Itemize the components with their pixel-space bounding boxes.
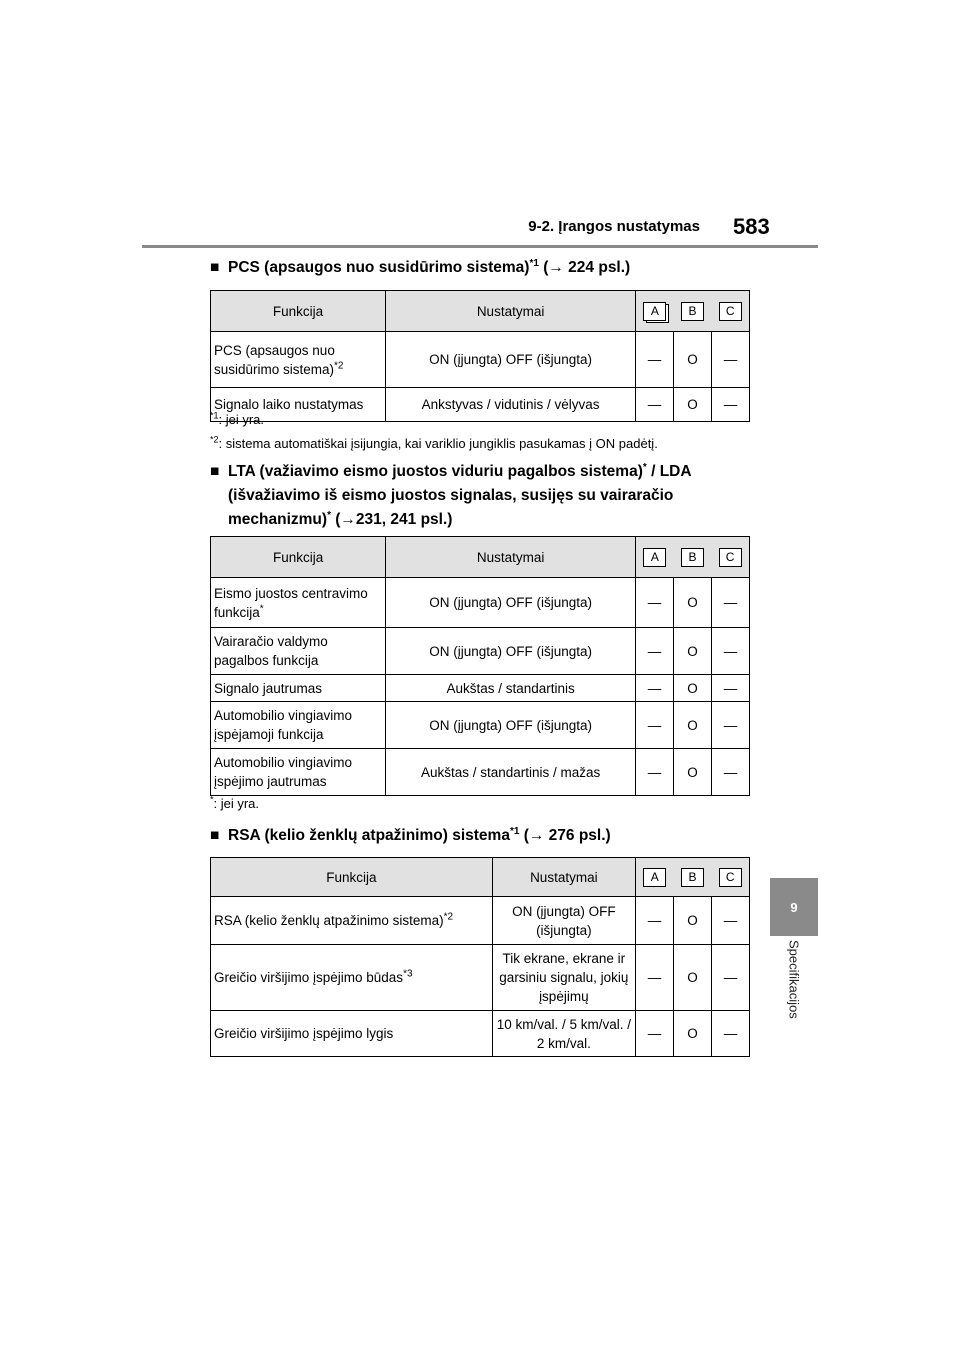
page-reference-link[interactable]: (→ 224 psl.) <box>538 259 631 276</box>
setting-cell: 10 km/val. / 5 km/val. / 2 km/val. <box>492 1011 635 1057</box>
chapter-tab-label-text: Specifikacijos <box>786 940 802 1019</box>
square-bullet-icon: ■ <box>210 259 220 276</box>
footnote-mark: * <box>210 794 214 805</box>
mark-a: — <box>636 332 674 388</box>
function-text: Eismo juostos centravimo funkcija <box>214 585 368 620</box>
title-footnote-mark: *1 <box>529 257 539 269</box>
mark-c: — <box>711 1011 749 1057</box>
section-heading-rsa <box>210 824 748 848</box>
page-reference-link[interactable]: (→ 276 psl.) <box>519 827 611 844</box>
table-row <box>211 628 750 675</box>
mark-c: — <box>711 332 749 388</box>
mark-a: — <box>636 388 674 422</box>
mark-b: O <box>674 388 712 422</box>
header-funkcija: Funkcija <box>211 858 493 897</box>
function-cell: Automobilio vingiavimo įspėjamoji funkcija <box>211 702 386 749</box>
footnote-2 <box>210 436 658 451</box>
title-footnote-mark: * <box>327 509 331 521</box>
table-row <box>211 897 750 945</box>
function-text: RSA (kelio ženklų atpažinimo sistema) <box>214 913 444 928</box>
mark-a: — <box>636 749 674 796</box>
table-row <box>211 945 750 1011</box>
table-row <box>211 675 750 702</box>
letter-b-box: B <box>681 868 704 887</box>
section-heading-pcs <box>210 256 748 280</box>
letter-b-box: B <box>681 302 704 321</box>
chapter-tab-label <box>770 940 818 1050</box>
footnote-1 <box>210 796 259 811</box>
header-rule <box>142 245 818 248</box>
letter-a-box: A <box>643 302 666 321</box>
page-reference-link[interactable]: (→231, 241 psl.) <box>330 511 453 528</box>
page-number: 583 <box>733 214 770 239</box>
footnote-1 <box>210 412 264 427</box>
square-bullet-icon: ■ <box>210 827 220 844</box>
footnote-mark: *2 <box>210 434 219 445</box>
footnote-mark: *3 <box>403 968 413 980</box>
mark-b: O <box>674 628 712 675</box>
mark-b: O <box>674 749 712 796</box>
header-nustatymai: Nustatymai <box>492 858 635 897</box>
letter-c-box: C <box>719 302 742 321</box>
letter-c-box: C <box>719 868 742 887</box>
header-nustatymai: Nustatymai <box>386 291 636 332</box>
setting-cell: Tik ekrane, ekrane ir garsiniu signalu, jokių įspėjimų <box>492 945 635 1011</box>
setting-cell: ON (įjungta) OFF (išjungta) <box>386 332 636 388</box>
mark-a: — <box>636 578 674 628</box>
mark-a: — <box>635 897 673 945</box>
settings-table-rsa <box>210 857 750 1057</box>
table-row <box>211 578 750 628</box>
mark-c: — <box>711 628 749 675</box>
chapter-title: 9-2. Įrangos nustatymas <box>528 218 700 235</box>
header-nustatymai: Nustatymai <box>386 537 636 578</box>
title-text: LTA (važiavimo eismo juostos viduriu pagalbos sistema) <box>228 463 643 480</box>
mark-c: — <box>711 945 749 1011</box>
function-text: Greičio viršijimo įspėjimo būdas <box>214 970 404 985</box>
footnote-mark: * <box>259 603 264 614</box>
function-cell <box>211 897 493 945</box>
table-row <box>211 1011 750 1057</box>
title-text: PCS (apsaugos nuo susidūrimo sistema) <box>228 259 530 276</box>
setting-cell: ON (įjungta) OFF (išjungta) <box>386 628 636 675</box>
footnote-mark: *2 <box>334 360 344 371</box>
table-header-row <box>211 291 750 332</box>
footnote-text: : jei yra. <box>218 412 265 427</box>
title-text: / LDA (išvažiavimo iš eismo juostos signalas, susijęs su vairaračio mechanizmu) <box>228 463 691 528</box>
mark-b: O <box>674 945 712 1011</box>
setting-cell: ON (įjungta) OFF (išjungta) <box>386 578 636 628</box>
mark-c: — <box>711 702 749 749</box>
mark-a: — <box>636 628 674 675</box>
mark-b: O <box>674 1011 712 1057</box>
square-bullet-icon: ■ <box>210 463 220 480</box>
setting-cell: Aukštas / standartinis <box>386 675 636 702</box>
function-cell: Signalo laiko nustatymas <box>211 388 386 422</box>
title-text: RSA (kelio ženklų atpažinimo) sistema <box>228 827 510 844</box>
footnote-mark: *1 <box>210 410 219 421</box>
setting-cell: ON (įjungta) OFF (išjungta) <box>492 897 635 945</box>
mark-c: — <box>711 578 749 628</box>
letter-a-box: A <box>643 548 666 567</box>
header-abc <box>636 537 750 578</box>
mark-b: O <box>674 578 712 628</box>
footnote-text: : sistema automatiškai įsijungia, kai variklio jungiklis pasukamas į ON padėtį. <box>218 436 658 451</box>
function-cell: Signalo jautrumas <box>211 675 386 702</box>
function-cell: Automobilio vingiavimo įspėjimo jautrumas <box>211 749 386 796</box>
settings-table-lta-lda <box>210 536 750 796</box>
mark-b: O <box>674 675 712 702</box>
mark-c: — <box>711 388 749 422</box>
function-cell: Vairaračio valdymo pagalbos funkcija <box>211 628 386 675</box>
header-funkcija: Funkcija <box>211 537 386 578</box>
mark-c: — <box>711 675 749 702</box>
title-footnote-mark: * <box>642 461 647 473</box>
setting-cell: ON (įjungta) OFF (išjungta) <box>386 702 636 749</box>
footnote-mark: *2 <box>443 911 454 923</box>
setting-cell: Aukštas / standartinis / mažas <box>386 749 636 796</box>
letter-a-box: A <box>643 868 666 887</box>
mark-b: O <box>674 332 712 388</box>
table-header-row <box>211 858 750 897</box>
section-heading-lta-lda <box>210 460 748 532</box>
title-footnote-mark: *1 <box>509 825 520 837</box>
page-header <box>0 0 960 250</box>
table-row <box>211 332 750 388</box>
mark-c: — <box>711 897 749 945</box>
header-funkcija: Funkcija <box>211 291 386 332</box>
function-text: PCS (apsaugos nuo susidūrimo sistema) <box>214 342 335 377</box>
mark-a: — <box>635 945 673 1011</box>
letter-b-box: B <box>681 548 704 567</box>
table-row <box>211 702 750 749</box>
section-title <box>210 824 748 848</box>
header-abc <box>636 291 750 332</box>
mark-b: O <box>674 702 712 749</box>
section-title <box>210 460 748 532</box>
function-cell <box>211 945 493 1011</box>
letter-c-box: C <box>719 548 742 567</box>
setting-cell: Ankstyvas / vidutinis / vėlyvas <box>386 388 636 422</box>
function-cell <box>211 332 386 388</box>
section-title <box>210 256 748 280</box>
table-row <box>211 749 750 796</box>
mark-a: — <box>636 675 674 702</box>
table-header-row <box>211 537 750 578</box>
table-row <box>211 388 750 422</box>
header-abc <box>635 858 749 897</box>
footnote-text: : jei yra. <box>213 796 260 811</box>
mark-b: O <box>674 897 712 945</box>
function-cell: Greičio viršijimo įspėjimo lygis <box>211 1011 493 1057</box>
settings-table-pcs <box>210 290 750 422</box>
mark-a: — <box>635 1011 673 1057</box>
chapter-tab[interactable]: 9 <box>770 878 818 936</box>
mark-a: — <box>636 702 674 749</box>
function-cell <box>211 578 386 628</box>
mark-c: — <box>711 749 749 796</box>
